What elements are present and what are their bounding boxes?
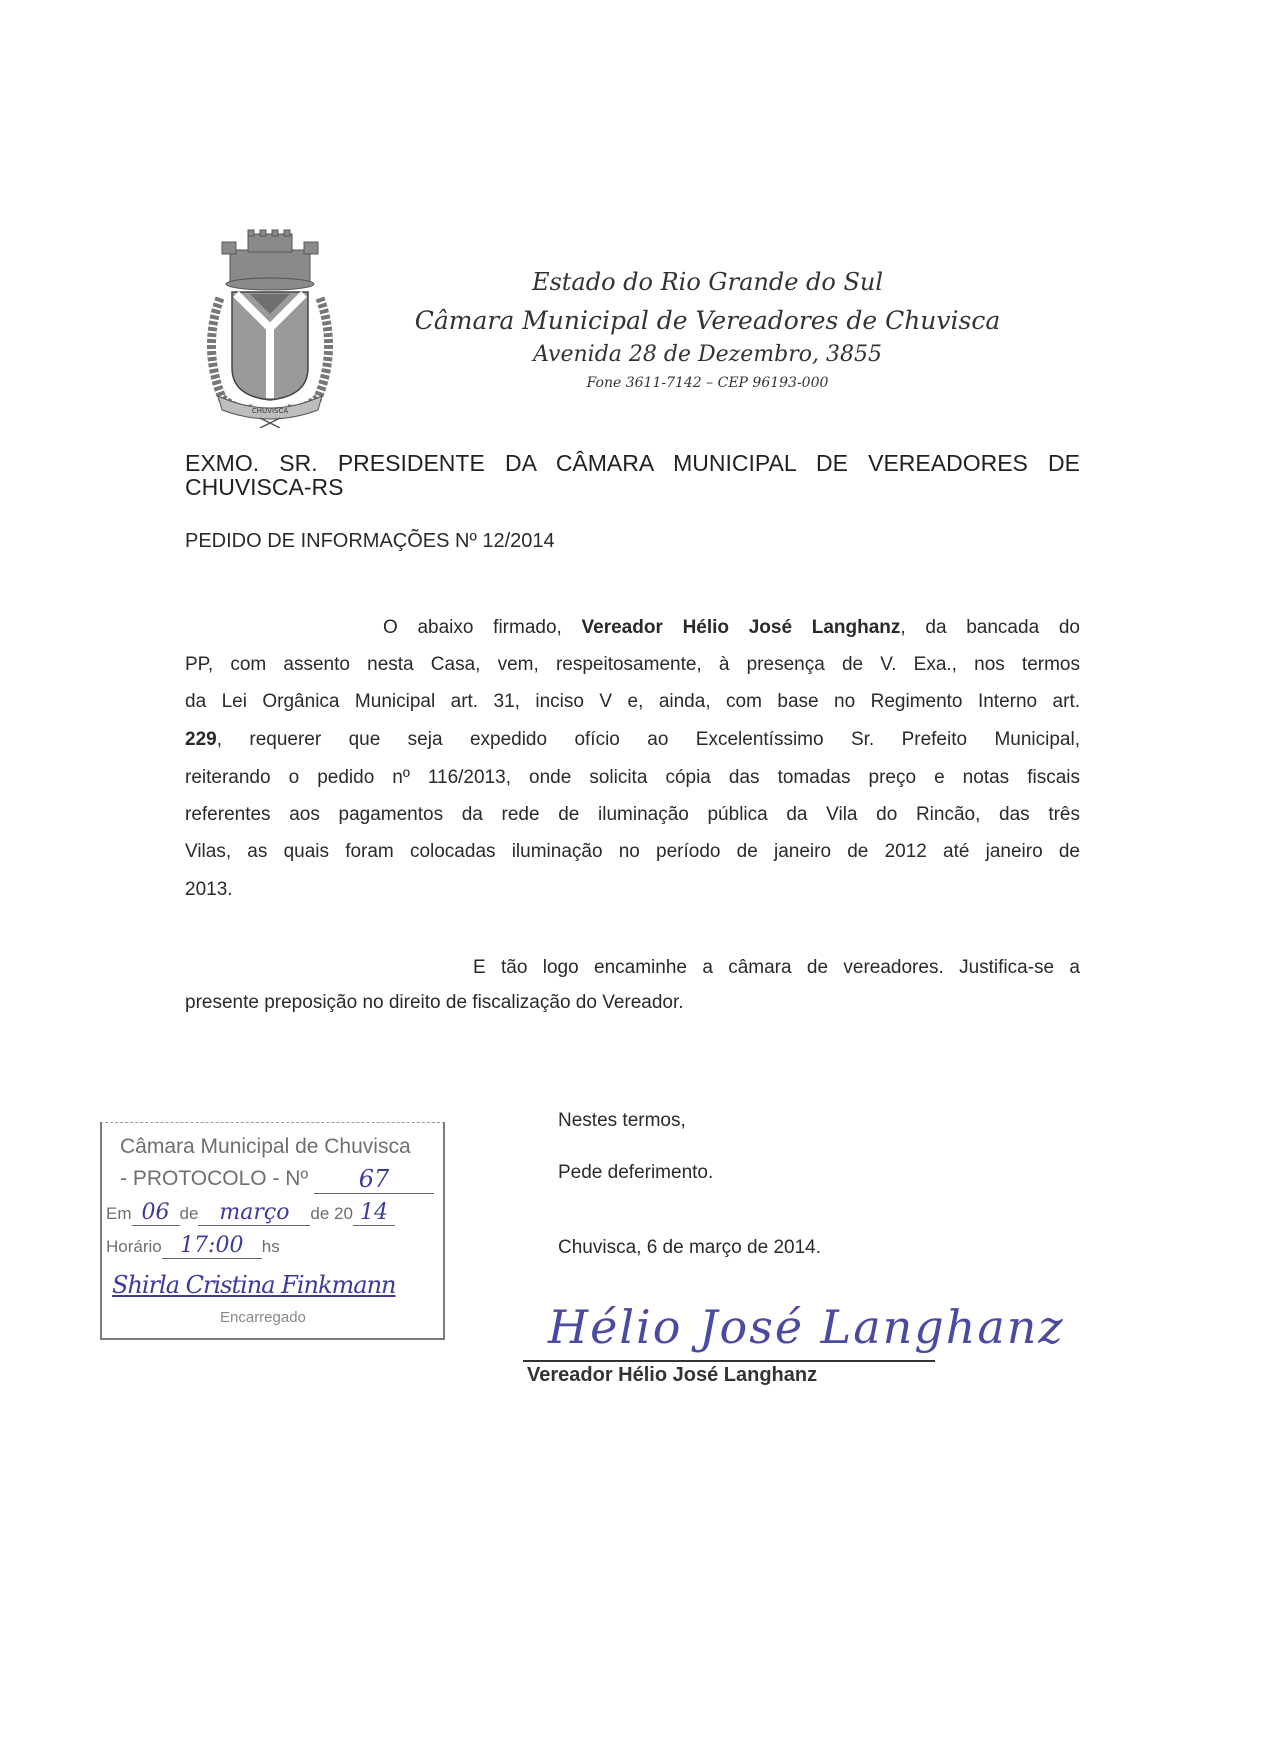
paragraph-1-line-2: PP, com assento nesta Casa, vem, respeitosamente, à presença de V. Exa., nos termos xyxy=(185,654,1080,675)
addressee-line-2: CHUVISCA-RS xyxy=(185,474,344,500)
stamp-handwritten-signature: Shirla Cristina Finkmann xyxy=(112,1271,396,1299)
letterhead-address: Avenida 28 de Dezembro, 3855 xyxy=(533,342,882,367)
stamp-protocol-number: 67 xyxy=(358,1165,390,1193)
paragraph-1-line-4: 229, requerer que seja expedido ofício ao Excelentíssimo Sr. Prefeito Municipal, xyxy=(185,729,1080,750)
emblem-ribbon-text: CHUVISCA xyxy=(251,407,289,415)
handwritten-signature: Hélio José Langhanz xyxy=(548,1300,1065,1354)
closing-line-2: Pede deferimento. xyxy=(558,1162,714,1183)
protocol-stamp xyxy=(100,1122,445,1340)
paragraph-1-line-7: Vilas, as quais foram colocadas iluminação no período de janeiro de 2012 até janeiro de xyxy=(185,841,1080,862)
paragraph-1-line-6: referentes aos pagamentos da rede de iluminação pública da Vila do Rincão, das três xyxy=(185,804,1080,825)
paragraph-1-line-3: da Lei Orgânica Municipal art. 31, inciso V e, ainda, com base no Regimento Interno art. xyxy=(185,691,1080,712)
paragraph-1-line-5: reiterando o pedido nº 116/2013, onde solicita cópia das tomadas preço e notas fiscais xyxy=(185,767,1080,788)
letterhead-phone-cep: Fone 3611-7142 – CEP 96193-000 xyxy=(586,375,829,391)
paragraph-2-line-1: E tão logo encaminhe a câmara de vereadores. Justifica-se a xyxy=(473,957,1080,978)
paragraph-1-line-1: O abaixo firmado, Vereador Hélio José Langhanz, da bancada do xyxy=(383,617,1080,638)
stamp-role: Encarregado xyxy=(220,1309,306,1326)
letterhead-chamber: Câmara Municipal de Vereadores de Chuvisca xyxy=(414,306,1001,335)
stamp-month: março xyxy=(219,1200,290,1225)
addressee-line-1: EXMO. SR. PRESIDENTE DA CÂMARA MUNICIPAL DE VEREADORES DE xyxy=(185,450,1080,476)
stamp-time-row: Horário 17:00 hs xyxy=(106,1233,280,1258)
paragraph-1-line-8: 2013. xyxy=(185,879,233,900)
letterhead-state: Estado do Rio Grande do Sul xyxy=(531,268,884,296)
document-subject: PEDIDO DE INFORMAÇÕES Nº 12/2014 xyxy=(185,530,555,552)
closing-line-1: Nestes termos, xyxy=(558,1110,686,1131)
place-and-date: Chuvisca, 6 de março de 2014. xyxy=(558,1237,821,1258)
stamp-day: 06 xyxy=(141,1200,170,1225)
stamp-date-row: Em 06 de março de 20 14 xyxy=(106,1200,395,1226)
stamp-title: Câmara Municipal de Chuvisca xyxy=(120,1135,411,1158)
stamp-protocol-row xyxy=(120,1163,434,1192)
stamp-protocol-label: - PROTOCOLO - Nº xyxy=(120,1167,309,1190)
stamp-year: 14 xyxy=(359,1200,388,1225)
stamp-time: 17:00 xyxy=(180,1233,244,1258)
signature-line xyxy=(523,1360,935,1362)
paragraph-2-line-2: presente preposição no direito de fiscalização do Vereador. xyxy=(185,992,684,1013)
vereador-name: Vereador Hélio José Langhanz xyxy=(581,617,901,638)
signer-name: Vereador Hélio José Langhanz xyxy=(527,1364,818,1386)
